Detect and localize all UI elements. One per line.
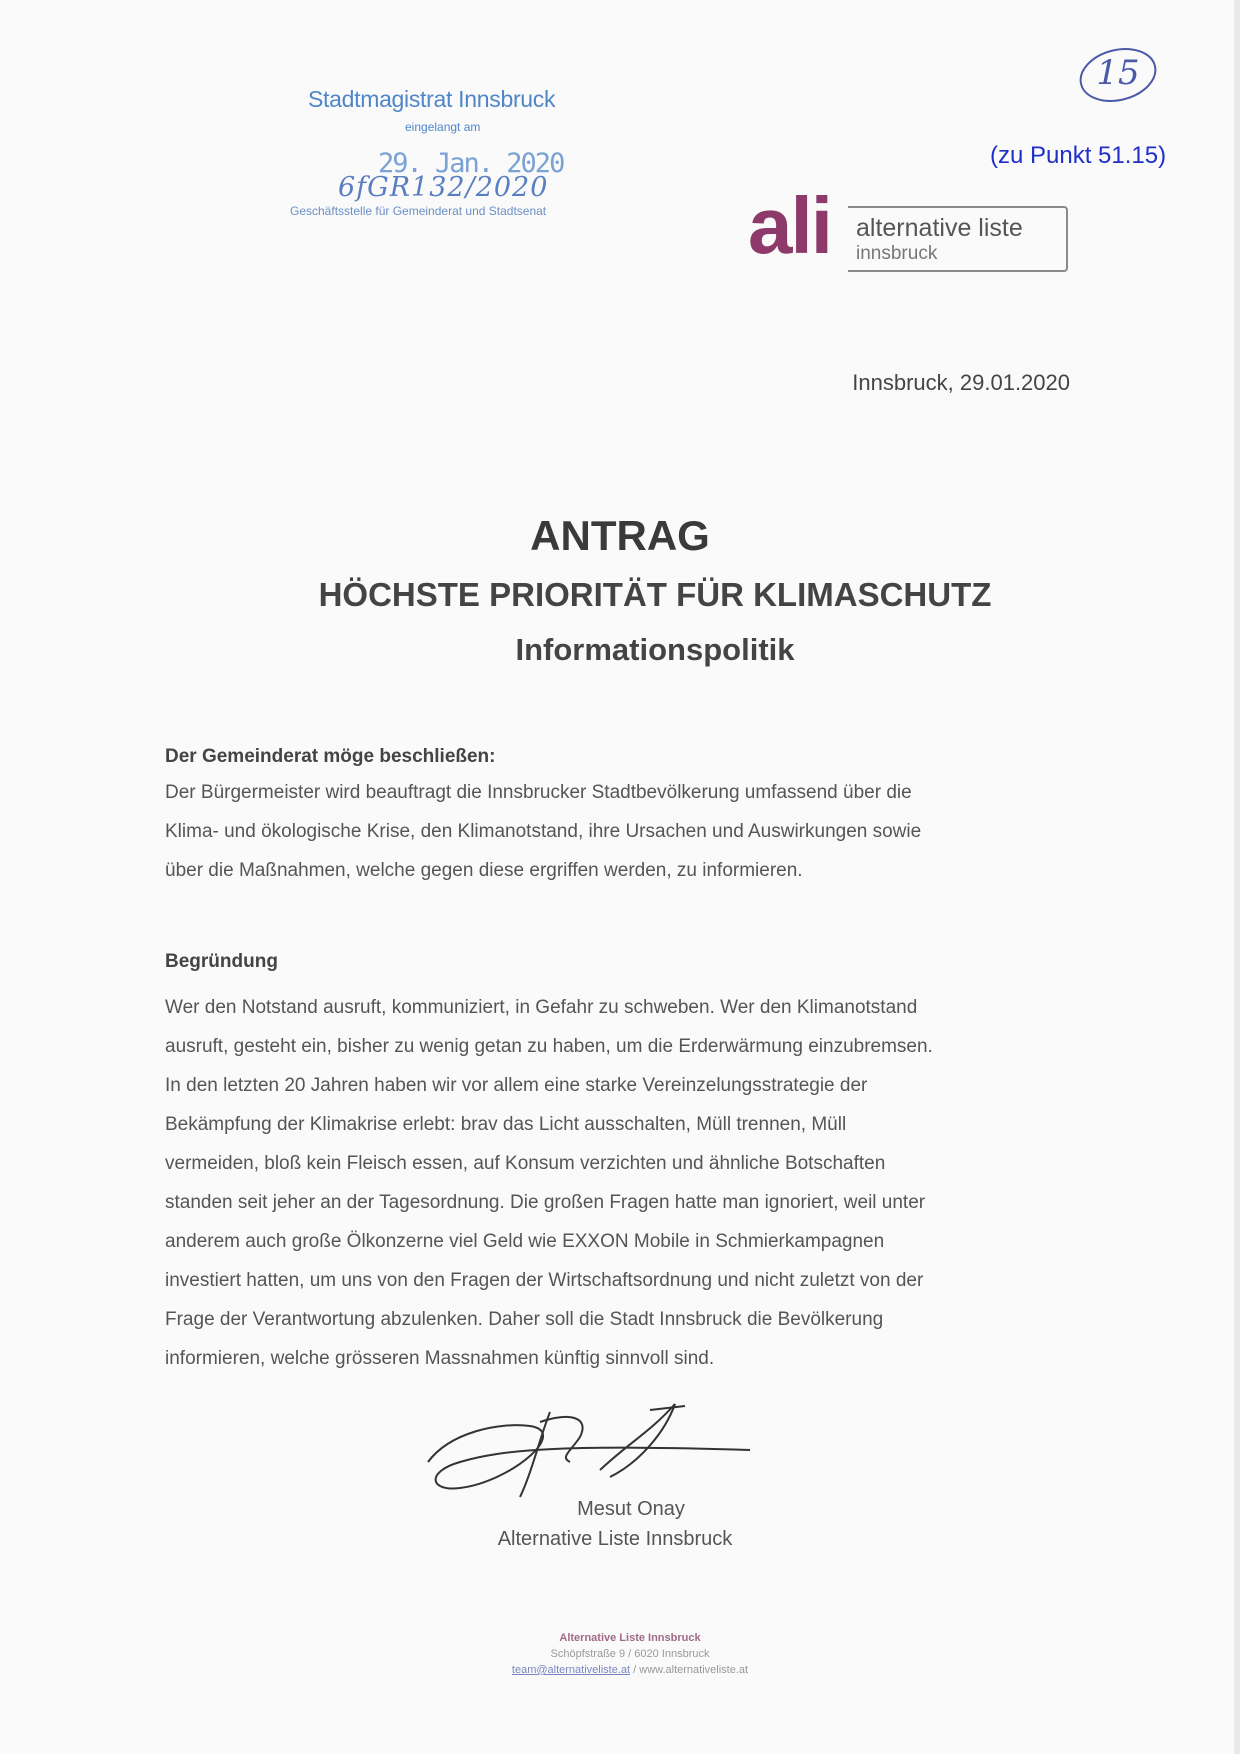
paragraph-line: investiert hatten, um uns von den Fragen der Wirtschaftsordnung und nicht zuletzt von der [165, 1270, 924, 1291]
paragraph-line: Klima- und ökologische Krise, den Klimanotstand, ihre Ursachen und Auswirkungen sowie [165, 821, 922, 842]
paragraph-line: anderem auch große Ölkonzerne viel Geld wie EXXON Mobile in Schmierkampagnen [165, 1231, 885, 1252]
footer-contact [0, 1664, 1240, 1676]
document-subtitle: HÖCHSTE PRIORITÄT FÜR KLIMASCHUTZ [318, 576, 992, 613]
signatory-name: Mesut Onay [577, 1498, 685, 1520]
circled-number: 15 [1096, 53, 1140, 93]
paragraph-line: vermeiden, bloß kein Fleisch essen, auf Konsum verzichten und ähnliche Botschaften [165, 1153, 886, 1174]
paragraph-line: Frage der Verantwortung abzulenken. Daher soll die Stadt Innsbruck die Bevölkerung [165, 1309, 884, 1330]
stamp-office: Geschäftsstelle für Gemeinderat und Stadtsenat [290, 204, 547, 218]
paragraph-line: ausruft, gesteht ein, bisher zu wenig getan zu haben, um die Erderwärmung einzubremsen. [165, 1036, 933, 1057]
footer-address: Schöpfstraße 9 / 6020 Innsbruck [550, 1648, 710, 1660]
footer-org: Alternative Liste Innsbruck [559, 1632, 701, 1644]
stamp-date: 29. Jan. 2020 [378, 148, 564, 179]
circled-agenda-number [1076, 44, 1160, 104]
motion-paragraph [165, 773, 1065, 890]
received-stamp [290, 80, 610, 240]
place-date: Innsbruck, 29.01.2020 [852, 370, 1070, 395]
logo-line-2: innsbruck [856, 243, 938, 264]
paragraph-line: über die Maßnahmen, welche gegen diese ergriffen werden, zu informieren. [165, 860, 803, 881]
logo-line-1: alternative liste [856, 214, 1023, 242]
paragraph-line: standen seit jeher an der Tagesordnung. Die großen Fragen hatte man ignoriert, weil unter [165, 1192, 926, 1213]
stamp-received-label: eingelangt am [405, 120, 481, 134]
paragraph-line: Bekämpfung der Klimakrise erlebt: brav das Licht ausschalten, Müll trennen, Müll [165, 1114, 847, 1135]
alternative-liste-logo [748, 181, 1068, 280]
document-title: ANTRAG [530, 512, 710, 559]
stamp-title: Stadtmagistrat Innsbruck [308, 86, 556, 112]
signature [420, 1392, 770, 1512]
reason-heading: Begründung [165, 951, 278, 972]
stamp-reference: 6fGR132/2020 [338, 172, 549, 203]
paragraph-line: Der Bürgermeister wird beauftragt die Innsbrucker Stadtbevölkerung umfassend über die [165, 782, 912, 803]
footer-email-link[interactable]: team@alternativeliste.at [511, 1664, 631, 1676]
page-edge [1234, 0, 1240, 1754]
footer-web: / www.alternativeliste.at [630, 1664, 749, 1676]
paragraph-line: informieren, welche grösseren Massnahmen künftig sinnvoll sind. [165, 1348, 715, 1369]
paragraph-line: In den letzten 20 Jahren haben wir vor allem eine starke Vereinzelungsstrategie der [165, 1075, 868, 1096]
reason-paragraph [165, 988, 1065, 1378]
paragraph-line: Wer den Notstand ausruft, kommuniziert, in Gefahr zu schweben. Wer den Klimanotstand [165, 997, 918, 1018]
logo-mark: ali [748, 181, 831, 270]
signatory-organization: Alternative Liste Innsbruck [497, 1528, 733, 1550]
document-subtitle-2: Informationspolitik [515, 632, 795, 667]
agenda-point-reference: (zu Punkt 51.15) [990, 142, 1167, 169]
motion-heading: Der Gemeinderat möge beschließen: [165, 746, 496, 767]
